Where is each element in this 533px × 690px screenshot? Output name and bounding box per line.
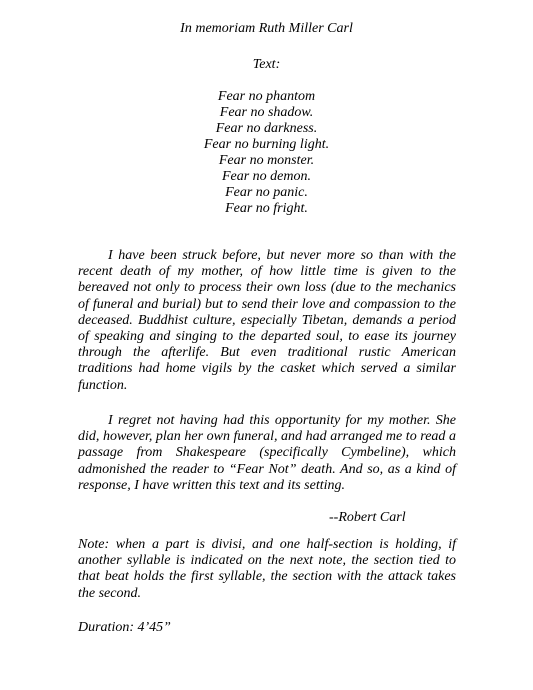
poem-line: Fear no shadow.	[219, 105, 314, 120]
author-signature: --Robert Carl	[329, 510, 406, 525]
poem-line: Fear no monster.	[218, 153, 315, 168]
poem-line: Fear no fright.	[225, 201, 308, 216]
poem-line: Fear no phantom	[217, 89, 316, 104]
poem-line: Fear no burning light.	[203, 137, 330, 152]
poem	[0, 89, 533, 217]
poem-line: Fear no darkness.	[215, 121, 318, 136]
poem-line: Fear no demon.	[221, 169, 312, 184]
duration: Duration: 4’45”	[78, 620, 171, 635]
program-note-paragraph: I have been struck before, but never more so than with the recent death of my mother, of how little time is given to the bereaved not only to process their own loss (due to the mechanics of funeral and burial) but to send their love and compassion to the deceased. Buddhist culture, especially Tibetan, demands a period of speaking and singing to the departed soul, to ease its journey through the afterlife. But even traditional rustic American traditions had home vigils by the casket which served a similar function.	[78, 248, 456, 393]
performance-note: Note: when a part is divisi, and one half-section is holding, if another syllable is indicated on the next note, the section tied to that beat holds the first syllable, the section with the attack takes the second.	[78, 537, 456, 601]
dedication: In memoriam Ruth Miller Carl	[180, 21, 353, 36]
program-note-paragraph: I regret not having had this opportunity for my mother. She did, however, plan her own funeral, and had arranged me to read a passage from Shakespeare (specifically Cymbeline), which admonished the reader to “Fear Not” death. And so, as a kind of response, I have written this text and its setting.	[78, 413, 456, 493]
poem-line: Fear no panic.	[225, 185, 308, 200]
text-heading: Text:	[252, 57, 281, 72]
